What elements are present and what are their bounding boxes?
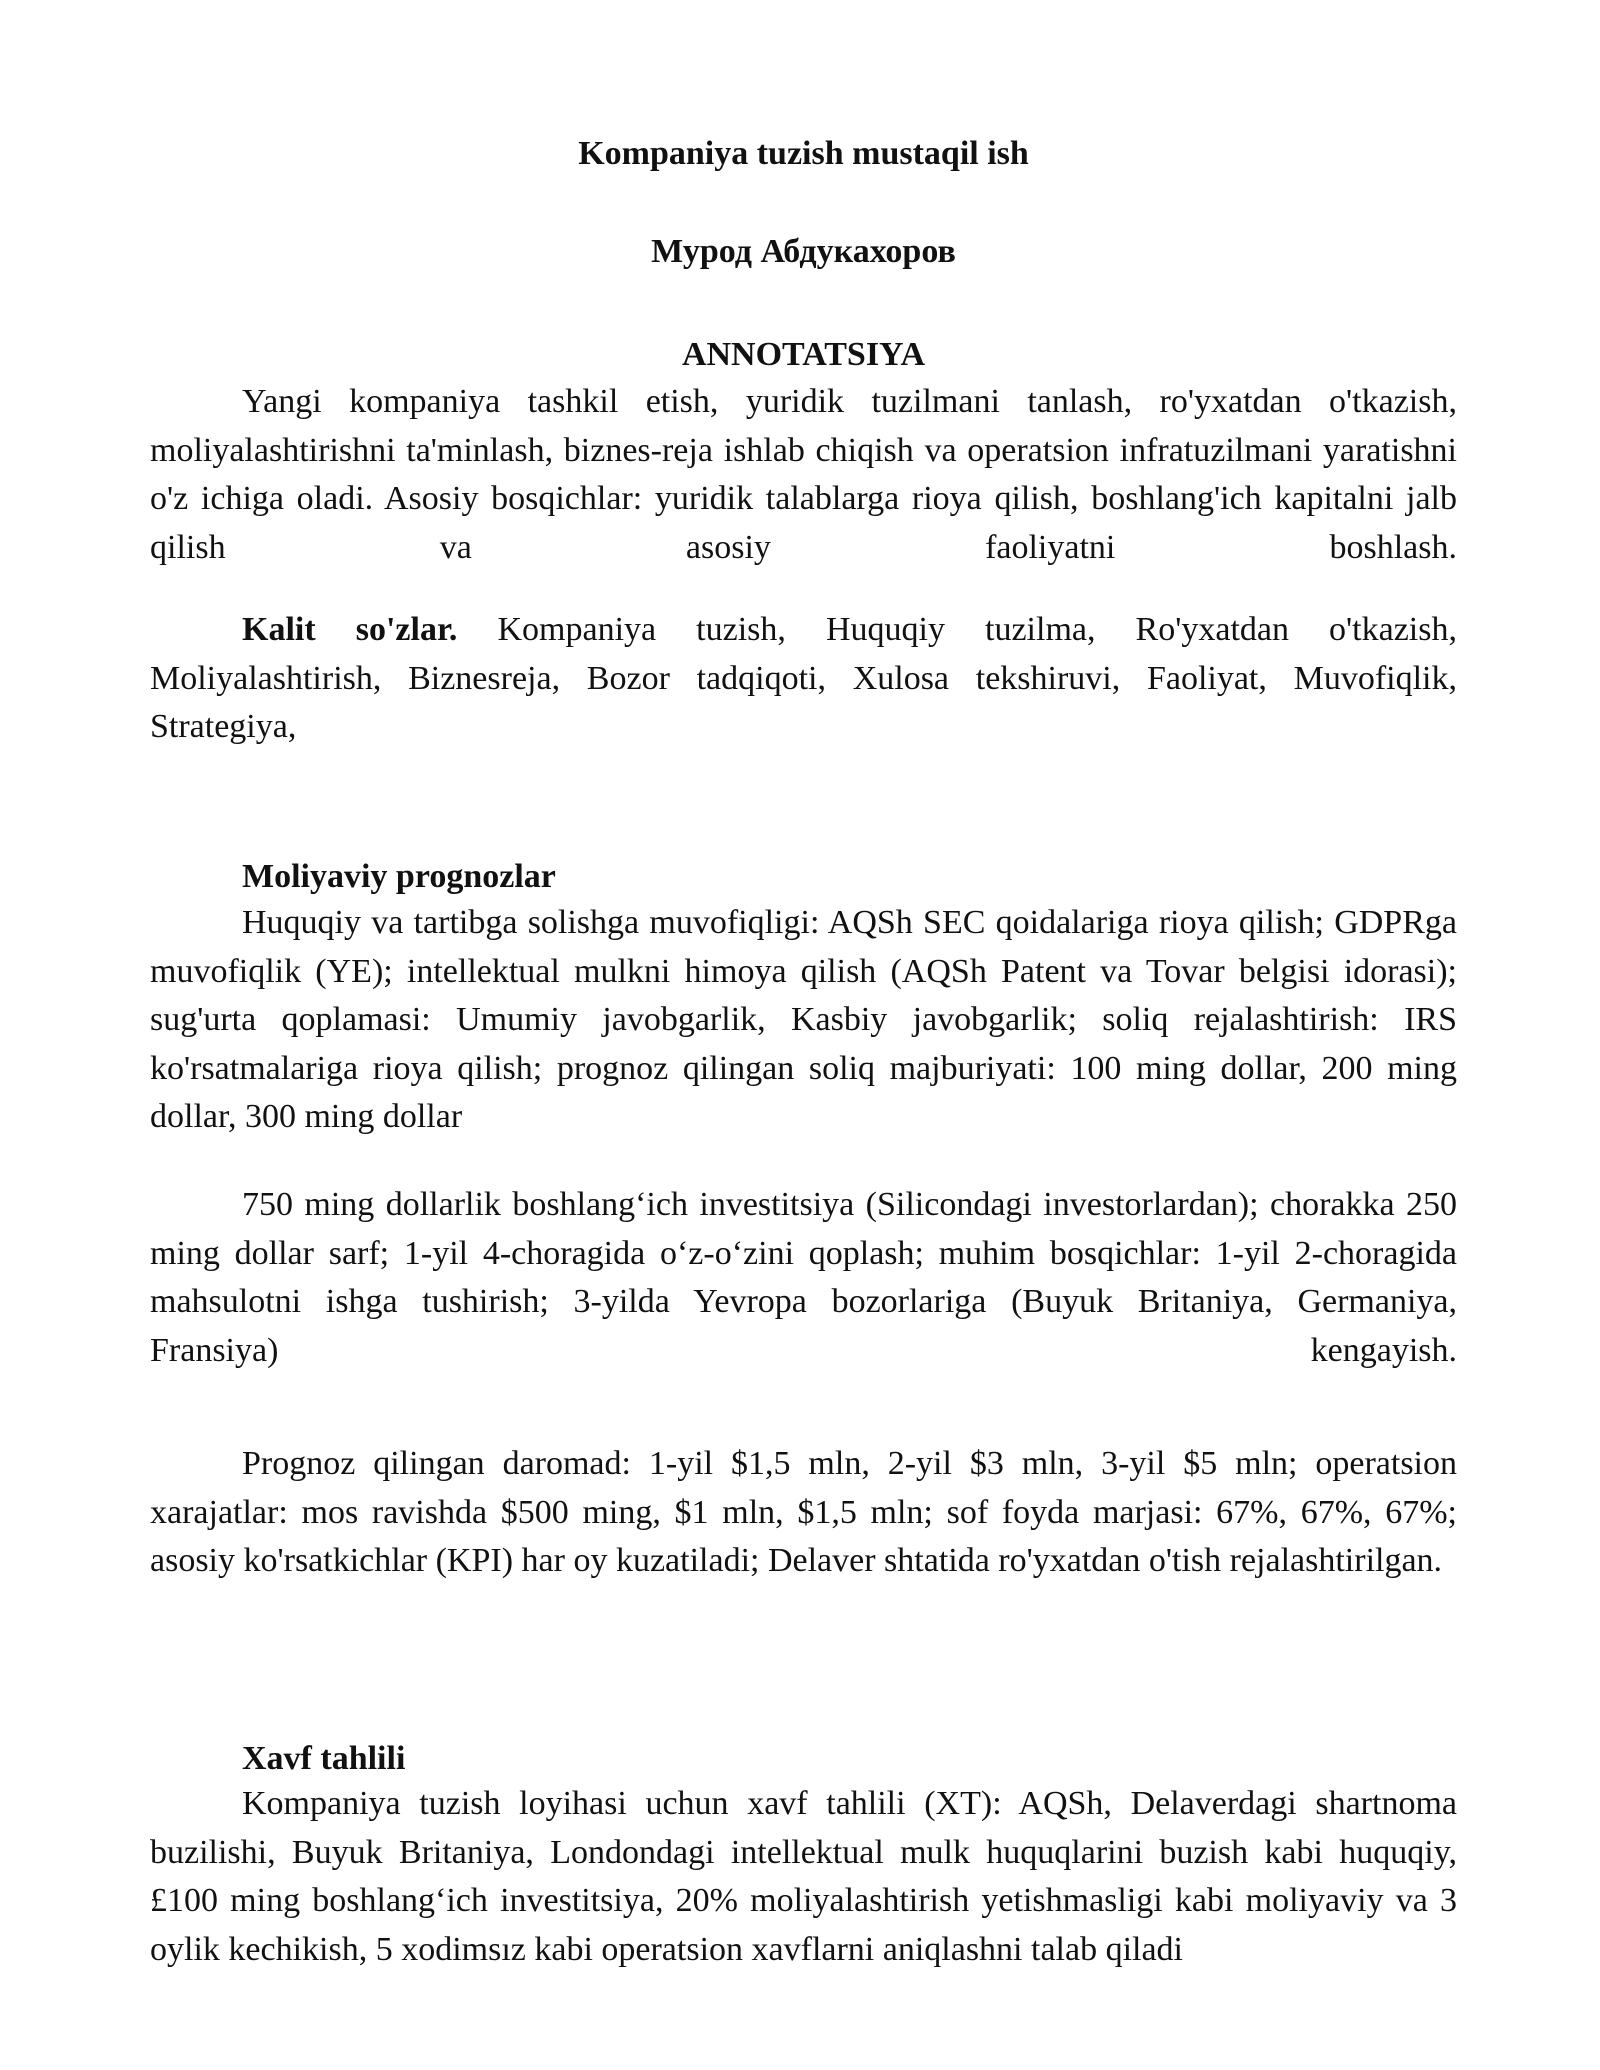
financial-heading: Moliyaviy prognozlar [242,858,556,895]
financial-paragraph-2: 750 ming dollarlik boshlang‘ich investitsiya (Silicondagi investorlardan); chorakka 250 ming dollar sarf; 1-yil 4-choragida o‘z-o‘zini qoplash; muhim bosqichlar: 1-yil 2-choragida mahsulotni ishga tushirish; 3-yilda Yevropa bozorlariga (Buyuk Britaniya, Germaniya, Fransiya) kengayish. [150,1186,1457,1369]
risk-heading: Xavf tahlili [242,1740,406,1777]
keywords-text: Kompaniya tuzish, Huquqiy tuzilma, Ro'yxatdan o'tkazish, Moliyalashtirish, Biznesreja, Bozor tadqiqoti, Xulosa tekshiruvi, Faoliyat, Muvofiqlik, Strategiya, [150,611,1457,745]
financial-paragraph-3: Prognoz qilingan daromad: 1-yil $1,5 mln, 2-yil $3 mln, 3-yil $5 mln; operatsion xarajatlar: mos ravishda $500 ming, $1 mln, $1,5 mln; sof foyda marjasi: 67%, 67%, 67%; asosiy ko'rsatkichlar (KPI) har oy kuzatiladi; Delaver shtatida ro'yxatdan o'tish rejalashtirilgan. [150,1445,1457,1579]
annotation-paragraph: Yangi kompaniya tashkil etish, yuridik tuzilmani tanlash, ro'yxatdan o'tkazish, moliyalashtirishni ta'minlash, biznes-reja ishlab chiqish va operatsion infratuzilmani yaratishni o'z ichiga oladi. Asosiy bosqichlar: yuridik talablarga rioya qilish, boshlang'ich kapitalni jalb qilish va asosiy faoliyatni boshlash. [150,383,1457,566]
keywords-paragraph [150,606,1457,752]
document-title: Kompaniya tuzish mustaqil ish [578,135,1029,172]
annotation-heading: ANNOTATSIYA [681,336,926,373]
author-name: Мурод Абдукахоров [651,233,956,270]
keywords-label: Kalit so'zlar. [242,611,458,648]
financial-paragraph-1: Huquqiy va tartibga solishga muvofiqligi: AQSh SEC qoidalariga rioya qilish; GDPRga muvofiqlik (YE); intellektual mulkni himoya qilish (AQSh Patent va Tovar belgisi idorasi); sug'urta qoplamasi: Umumiy javobgarlik, Kasbiy javobgarlik; soliq rejalashtirish: IRS ko'rsatmalariga rioya qilish; prognoz qilingan soliq majburiyati: 100 ming dollar, 200 ming dollar, 300 ming dollar [150,904,1457,1135]
risk-paragraph: Kompaniya tuzish loyihasi uchun xavf tahlili (XT): AQSh, Delaverdagi shartnoma buzilishi, Buyuk Britaniya, Londondagi intellektual mulk huquqlarini buzish kabi huquqiy, £100 ming boshlang‘ich investitsiya, 20% moliyalashtirish yetishmasligi kabi moliyaviy va 3 oylik kechikish, 5 xodimsız kabi operatsion xavflarni aniqlashni talab qiladi [150,1785,1457,1968]
